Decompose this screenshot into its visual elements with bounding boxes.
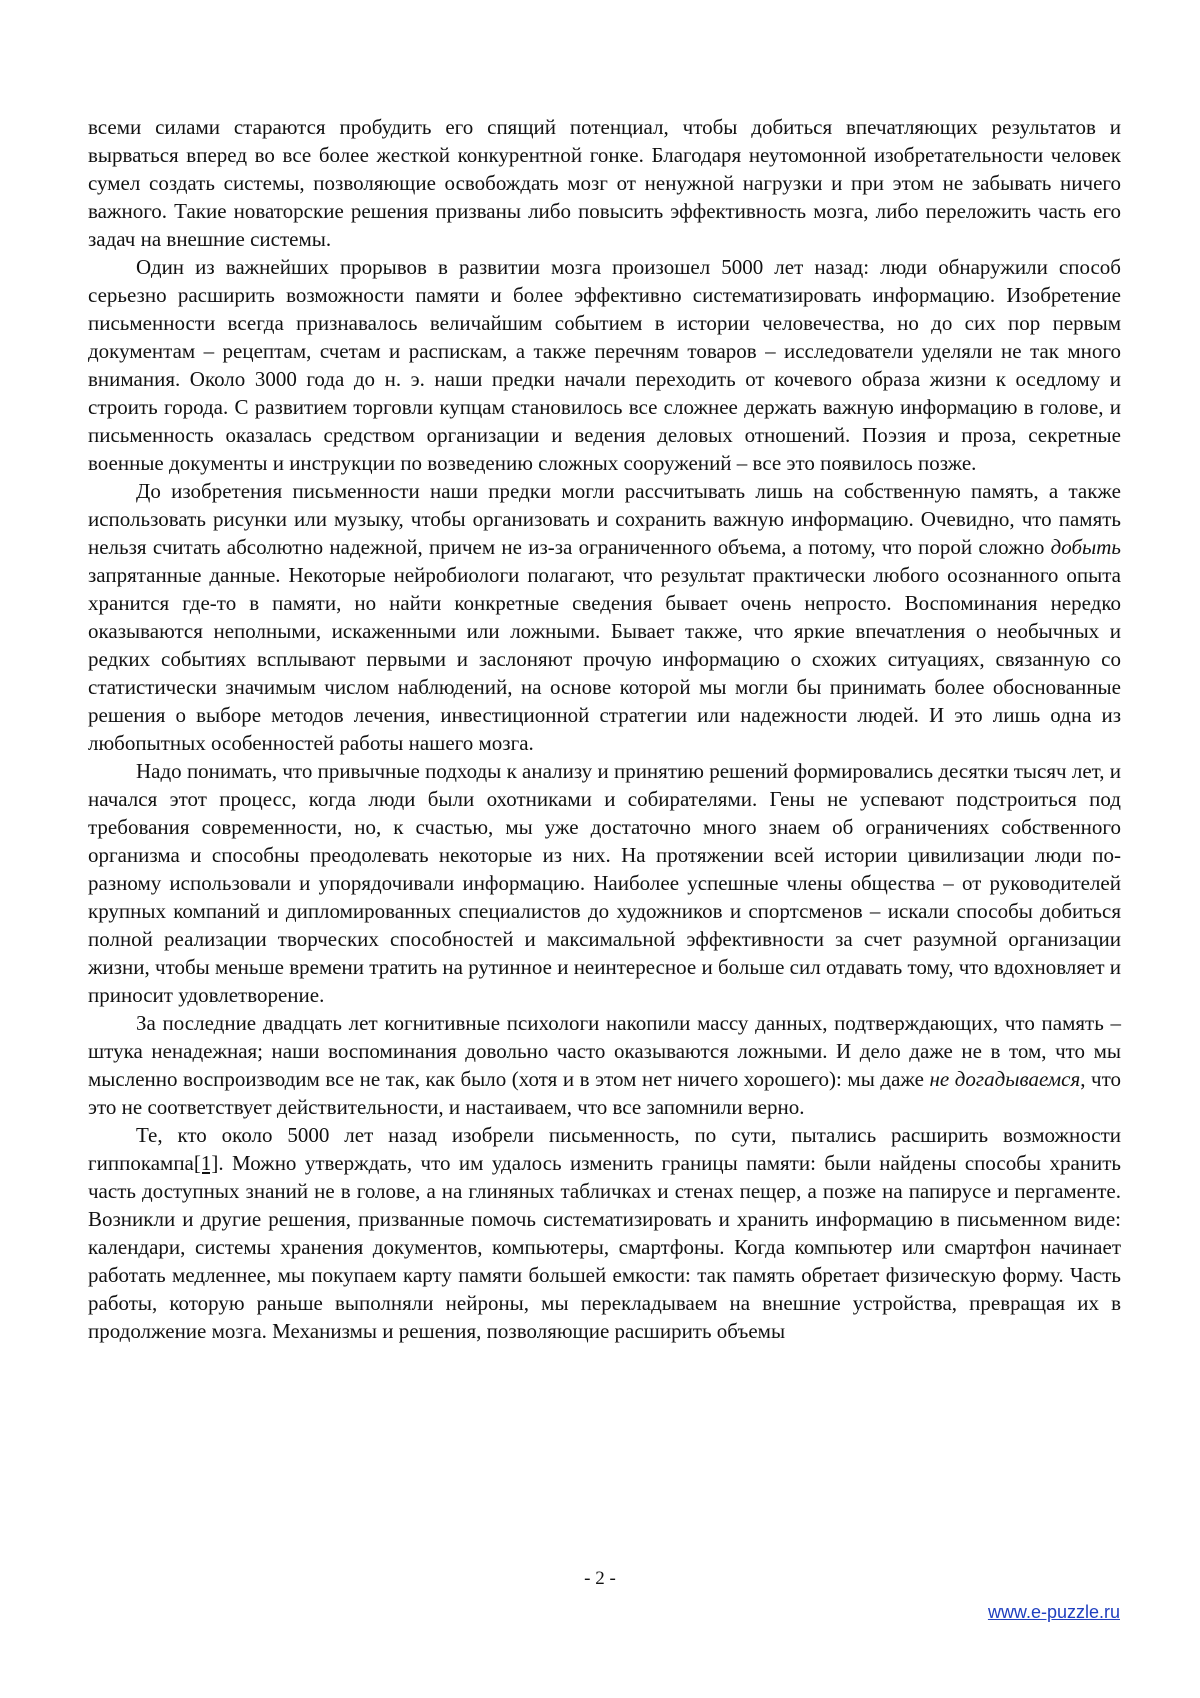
paragraph-2: Один из важнейших прорывов в развитии мозга произошел 5000 лет назад: люди обнаружили способ серьезно расширить возможности памяти и более эффективно систематизировать информацию. Изобретение письменности всегда признавалось величайшим событием в истории человечества, но до сих пор первым документам – рецептам, счетам и распискам, а также перечням товаров – исследователи уделяли не так много внимания. Около 3000 года до н. э. наши предки начали переходить от кочевого образа жизни к оседлому и строить города. С развитием торговли купцам становилось все сложнее держать важную информацию в голове, и письменность оказалась средством организации и ведения деловых отношений. Поэзия и проза, секретные военные документы и инструкции по возведению сложных сооружений – все это появилось позже.: [88, 255, 1121, 475]
paragraph-3-text-end: запрятанные данные. Некоторые нейробиологи полагают, что результат практически любого осознанного опыта хранится где-то в памяти, но найти конкретные сведения бывает очень непросто. Воспоминания нередко оказываются неполными, искаженными или ложными. Бывает также, что яркие впечатления о необычных и редких событиях всплывают первыми и заслоняют прочую информацию о схожих ситуациях, связанную со статистически значимым числом наблюдений, на основе которой мы могли бы принимать более обоснованные решения о выборе методов лечения, инвестиционной стратегии или надежности людей. И это лишь одна из любопытных особенностей работы нашего мозга.: [88, 563, 1121, 755]
paragraph-5-text-end: , что это не соответствует действительности, и настаиваем, что все запомнили верно.: [88, 1067, 1122, 1119]
paragraph-3-text-start: До изобретения письменности наши предки могли рассчитывать лишь на собственную память, а также использовать рисунки или музыку, чтобы организовать и сохранить важную информацию. Очевидно, что память нельзя считать абсолютно надежной, причем не из-за ограниченного объема, а потому, что порой сложно: [88, 479, 1121, 559]
website-link[interactable]: [988, 1602, 1120, 1623]
paragraph-3: [88, 477, 1121, 757]
emphasis-text: не догадываемся: [929, 1067, 1081, 1091]
paragraph-6-text-start: Те, кто около 5000 лет назад изобрели письменность, по сути, пытались расширить возможности гиппокампа: [88, 1123, 1121, 1175]
paragraph-5: [88, 1009, 1121, 1121]
paragraph-1: всеми силами стараются пробудить его спящий потенциал, чтобы добиться впечатляющих результатов и вырваться вперед во все более жесткой конкурентной гонке. Благодаря неутомонной изобретательности человек сумел создать системы, позволяющие освобождать мозг от ненужной нагрузки и при этом не забывать ничего важного. Такие новаторские решения призваны либо повысить эффективность мозга, либо переложить часть его задач на внешние системы.: [88, 115, 1121, 251]
paragraph-4: Надо понимать, что привычные подходы к анализу и принятию решений формировались десятки тысяч лет, и начался этот процесс, когда люди были охотниками и собирателями. Гены не успевают подстроиться под требования современности, но, к счастью, мы уже достаточно много знаем об ограничениях собственного организма и способны преодолевать некоторые из них. На протяжении всей истории цивилизации люди по-разному использовали и упорядочивали информацию. Наиболее успешные члены общества – от руководителей крупных компаний и дипломированных специалистов до художников и спортсменов – искали способы добиться полной реализации творческих способностей и максимальной эффективности за счет разумной организации жизни, чтобы меньше времени тратить на рутинное и неинтересное и больше сил отдавать тому, что вдохновляет и приносит удовлетворение.: [88, 759, 1121, 1007]
emphasis-text: добыть: [1050, 535, 1121, 559]
page-number: - 2 -: [584, 1568, 616, 1589]
footnote-reference-link[interactable]: [1]: [193, 1151, 219, 1175]
body-text: [88, 113, 1121, 1345]
paragraph-6-text-end: . Можно утверждать, что им удалось изменить границы памяти: были найдены способы хранить часть доступных знаний не в голове, а на глиняных табличках и стенах пещер, а позже на папирусе и пергаменте. Возникли и другие решения, призванные помочь систематизировать и хранить информацию в письменном виде: календари, системы хранения документов, компьютеры, смартфоны. Когда компьютер или смартфон начинает работать медленнее, мы покупаем карту памяти большей емкости: так память обретает физическую форму. Часть работы, которую раньше выполняли нейроны, мы перекладываем на внешние устройства, превращая их в продолжение мозга. Механизмы и решения, позволяющие расширить объемы: [88, 1151, 1121, 1343]
website-link-text: ww.e-puzzle.ru: [1000, 1602, 1120, 1622]
paragraph-5-text-start: За последние двадцать лет когнитивные психологи накопили массу данных, подтверждающих, что память – штука ненадежная; наши воспоминания довольно часто оказываются ложными. И дело даже не в том, что мы мысленно воспроизводим все не так, как было (хотя и в этом нет ничего хорошего): мы даже: [88, 1011, 1121, 1091]
paragraph-6: [88, 1121, 1121, 1345]
website-link-prefix: w: [987, 1602, 1001, 1622]
